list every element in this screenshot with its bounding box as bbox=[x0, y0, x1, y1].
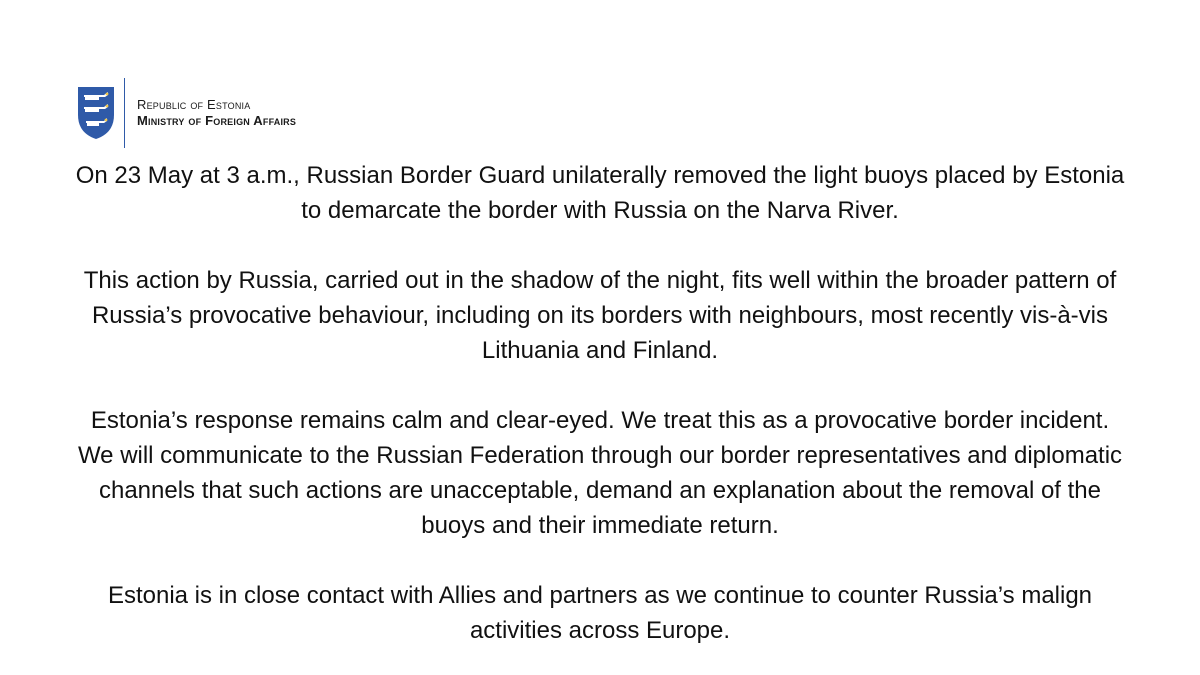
letterhead bbox=[76, 78, 296, 148]
letterhead-divider bbox=[124, 78, 125, 148]
statement-paragraph-2: This action by Russia, carried out in the shadow of the night, fits well within the broader pattern of Russia’s provocative behaviour, including on its borders with neighbours, most recently vis-à-vis Lithuania and Finland. bbox=[83, 267, 1117, 364]
org-name-country: Republic of Estonia bbox=[137, 97, 251, 112]
estonia-coat-of-arms-icon bbox=[76, 85, 116, 141]
statement-paragraph-4: Estonia is in close contact with Allies and partners as we continue to counter Russia’s malign activities across Europe. bbox=[107, 582, 1093, 644]
statement-body bbox=[70, 158, 1130, 648]
statement-paragraph-1: On 23 May at 3 a.m., Russian Border Guard unilaterally removed the light buoys placed by Estonia to demarcate the border with Russia on the Narva River. bbox=[75, 162, 1125, 224]
statement-paragraph-3: Estonia’s response remains calm and clear-eyed. We treat this as a provocative border incident. We will communicate to the Russian Federation through our border representatives and diplomatic channels that such actions are unacceptable, demand an explanation about the removal of the buoys and their immediate return. bbox=[77, 407, 1123, 539]
organization-name bbox=[137, 98, 296, 128]
org-name-ministry: Ministry of Foreign Affairs bbox=[137, 113, 297, 128]
